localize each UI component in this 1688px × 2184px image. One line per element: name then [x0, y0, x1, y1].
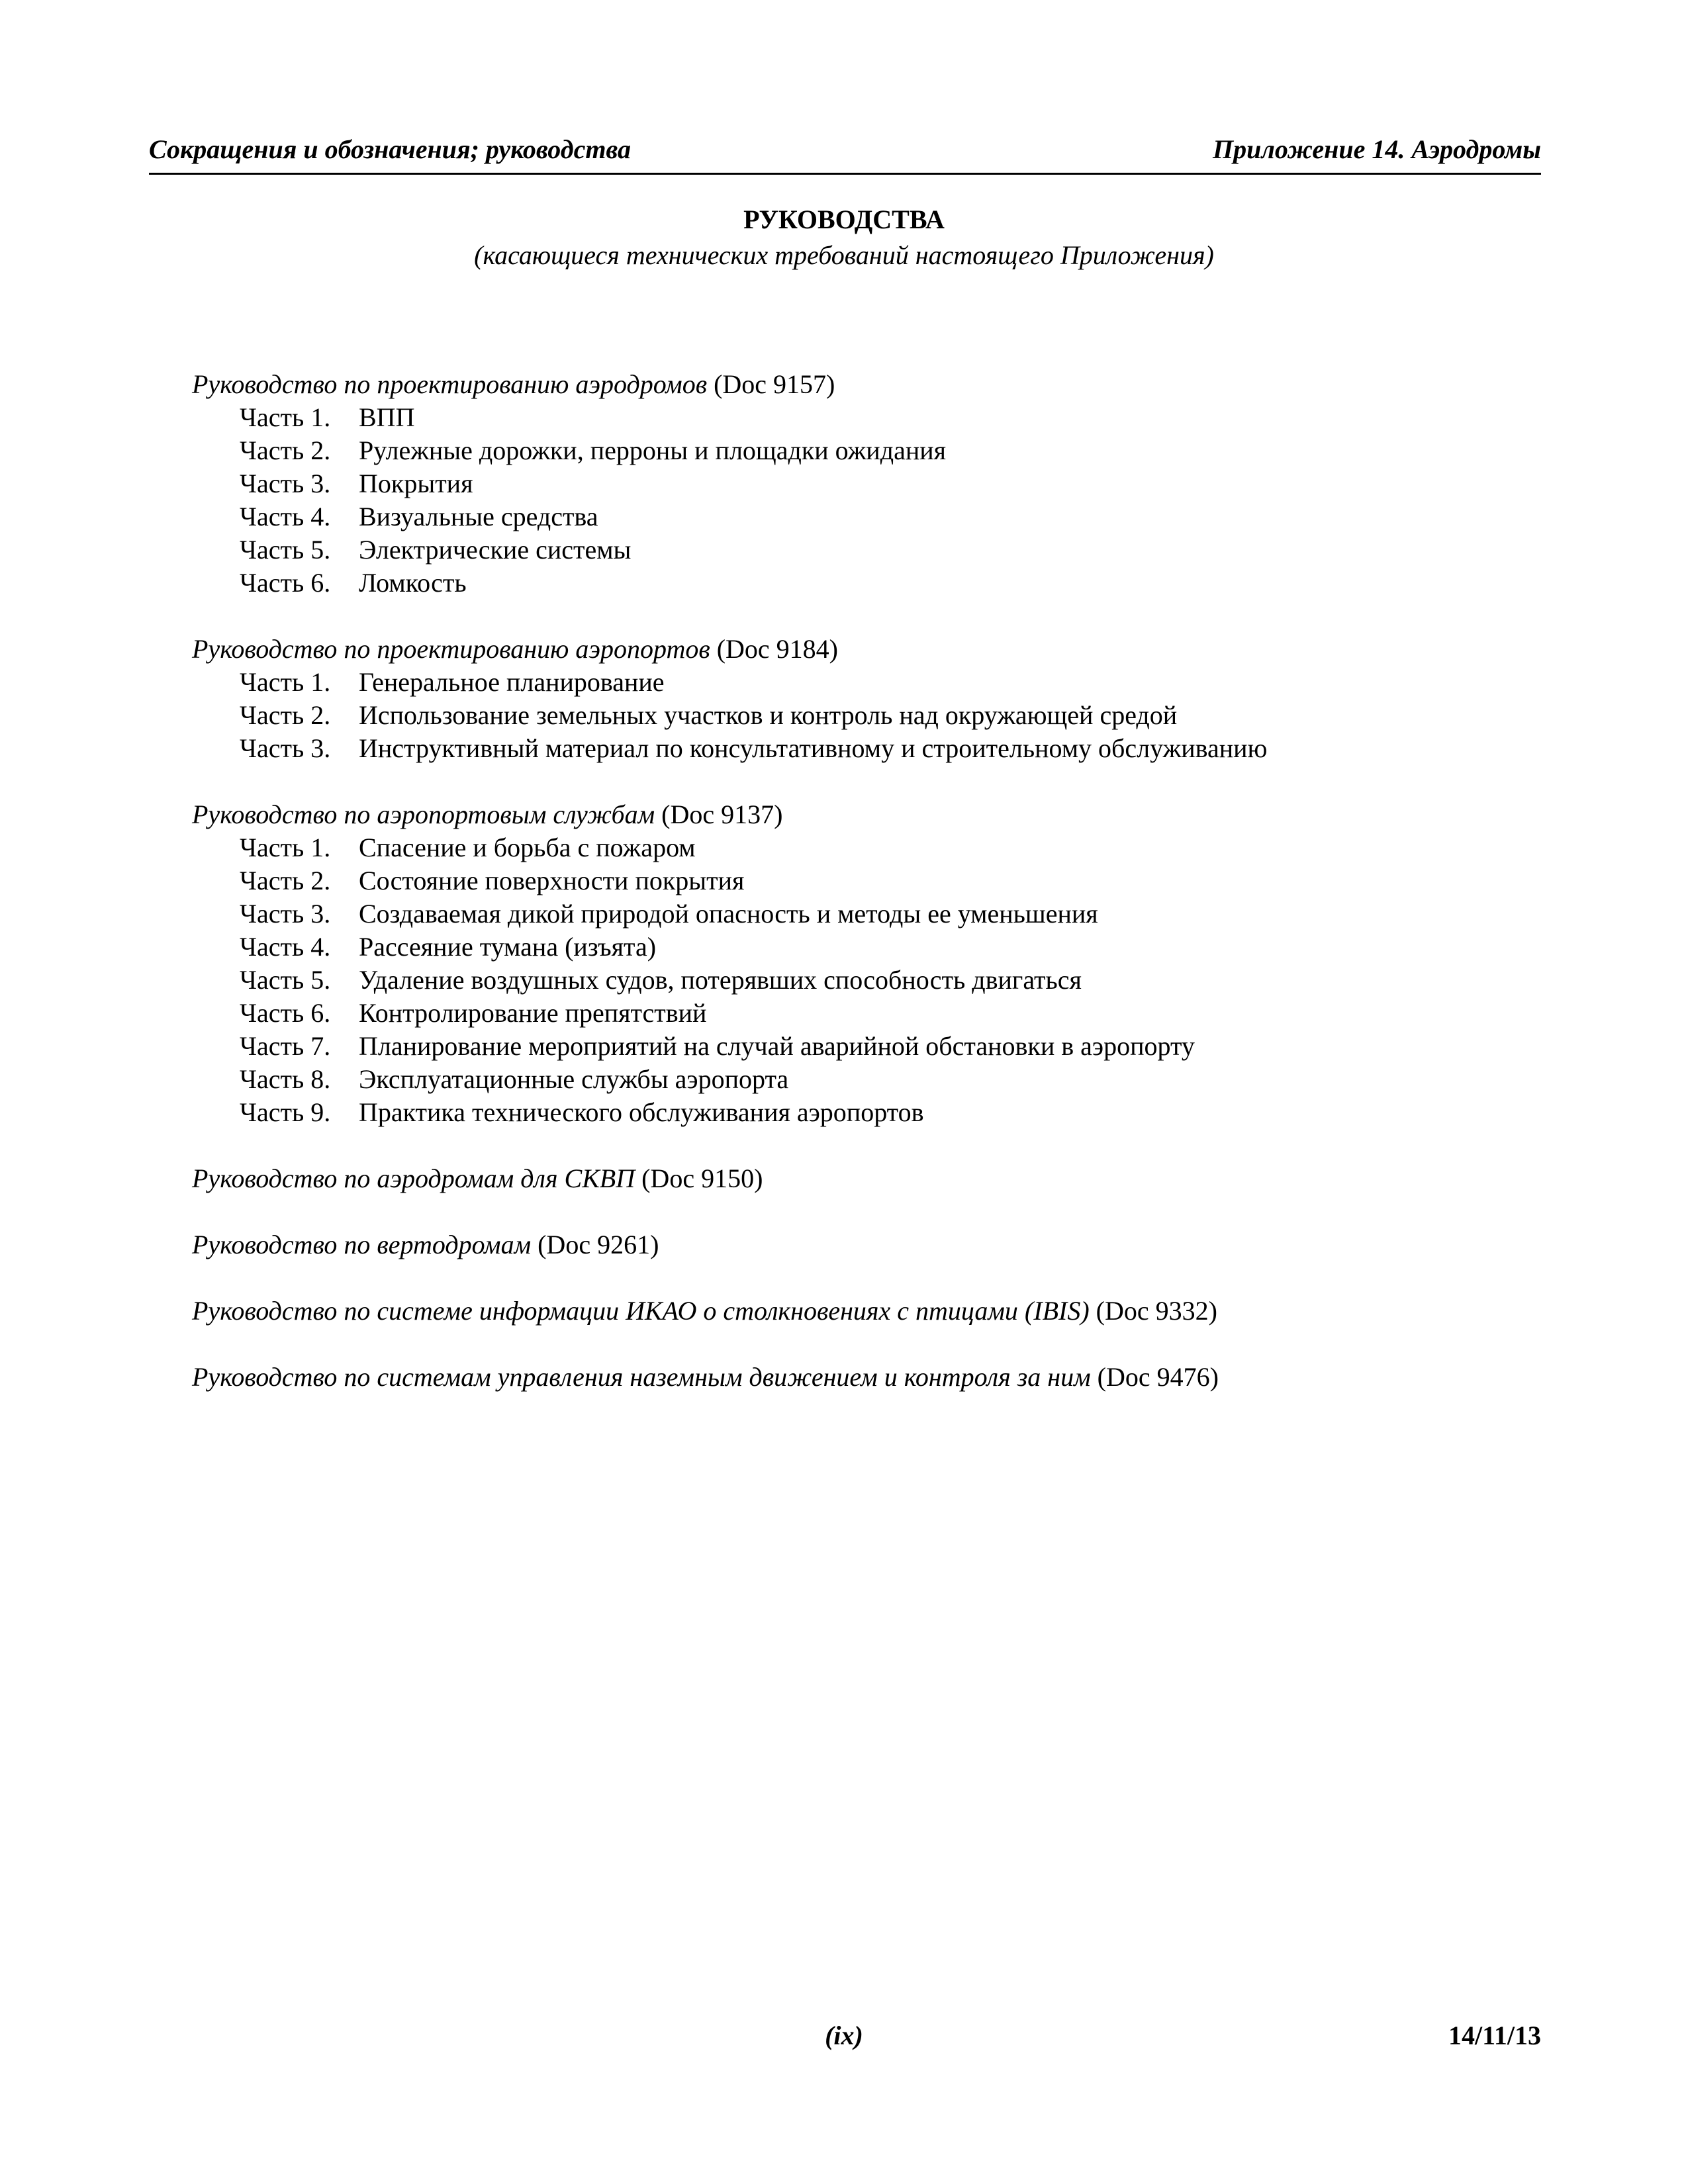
part-number: Часть 7. — [240, 1031, 331, 1061]
manual-entry — [192, 1361, 1516, 1394]
part-number: Часть 1. — [240, 667, 331, 697]
part-title: ВПП — [359, 402, 415, 432]
manual-doc-number: (Doc 9332) — [1096, 1296, 1217, 1326]
part-title: Электрические системы — [359, 535, 632, 565]
part-title: Генеральное планирование — [359, 667, 665, 697]
part-number: Часть 1. — [240, 402, 331, 432]
manual-heading — [192, 633, 1516, 666]
part-number: Часть 1. — [240, 833, 331, 862]
part-title: Удаление воздушных судов, потерявших способность двигаться — [359, 965, 1082, 995]
part-title: Практика технического обслуживания аэропортов — [359, 1097, 924, 1127]
manual-heading — [192, 798, 1516, 831]
manual-part — [192, 1096, 1516, 1129]
part-title: Инструктивный материал по консультативному и строительному обслуживанию — [359, 733, 1268, 763]
part-number: Часть 2. — [240, 435, 331, 465]
part-title: Создаваемая дикой природой опасность и методы ее уменьшения — [359, 899, 1098, 929]
manual-doc-number: (Doc 9157) — [714, 369, 835, 399]
part-number: Часть 9. — [240, 1097, 331, 1127]
part-title: Использование земельных участков и контроль над окружающей средой — [359, 700, 1178, 730]
manual-title: Руководство по аэродромам для СКВП — [192, 1163, 635, 1193]
manual-title: Руководство по системам управления наземным движением и контроля за ним — [192, 1362, 1091, 1392]
manual-doc-number: (Doc 9476) — [1097, 1362, 1219, 1392]
manual-part — [192, 997, 1516, 1030]
part-title: Визуальные средства — [359, 502, 598, 531]
manuals-list — [192, 368, 1516, 1427]
manual-heading — [192, 1162, 1516, 1195]
part-title: Эксплуатационные службы аэропорта — [359, 1064, 789, 1094]
manual-heading — [192, 1228, 1516, 1261]
manual-part — [192, 864, 1516, 897]
part-number: Часть 4. — [240, 502, 331, 531]
manual-part — [192, 699, 1516, 732]
part-number: Часть 3. — [240, 469, 331, 498]
manual-part — [192, 732, 1516, 765]
part-number: Часть 6. — [240, 998, 331, 1028]
part-number: Часть 4. — [240, 932, 331, 962]
page-title: РУКОВОДСТВА — [743, 205, 945, 234]
manual-part — [192, 931, 1516, 964]
header-left: Сокращения и обозначения; руководства — [149, 134, 632, 164]
manual-title: Руководство по вертодромам — [192, 1230, 532, 1259]
part-number: Часть 8. — [240, 1064, 331, 1094]
manual-doc-number: (Doc 9137) — [661, 799, 783, 829]
part-number: Часть 3. — [240, 733, 331, 763]
manual-part — [192, 467, 1516, 500]
part-number: Часть 6. — [240, 568, 331, 598]
part-number: Часть 2. — [240, 866, 331, 895]
manual-part — [192, 897, 1516, 931]
manual-heading — [192, 1295, 1516, 1328]
manual-part — [192, 666, 1516, 699]
manual-part — [192, 1030, 1516, 1063]
manual-part — [192, 1063, 1516, 1096]
manual-entry — [192, 1295, 1516, 1328]
manual-part — [192, 831, 1516, 864]
manual-doc-number: (Doc 9184) — [716, 634, 838, 664]
page-subtitle: (касающиеся технических требований настоящего Приложения) — [474, 240, 1214, 270]
part-title: Спасение и борьба с пожаром — [359, 833, 696, 862]
part-title: Состояние поверхности покрытия — [359, 866, 745, 895]
manual-heading — [192, 368, 1516, 401]
part-title: Рулежные дорожки, перроны и площадки ожидания — [359, 435, 947, 465]
part-title: Планирование мероприятий на случай аварийной обстановки в аэропорту — [359, 1031, 1195, 1061]
manual-part — [192, 567, 1516, 600]
header-right: Приложение 14. Аэродромы — [1212, 134, 1541, 164]
manual-doc-number: (Doc 9261) — [538, 1230, 659, 1259]
manual-entry — [192, 798, 1516, 1129]
part-title: Покрытия — [359, 469, 473, 498]
part-number: Часть 5. — [240, 965, 331, 995]
manual-doc-number: (Doc 9150) — [641, 1163, 763, 1193]
manual-title: Руководство по системе информации ИКАО о столкновениях с птицами (IBIS) — [192, 1296, 1090, 1326]
manual-title: Руководство по проектированию аэропортов — [192, 634, 710, 664]
part-title: Ломкость — [359, 568, 467, 598]
part-number: Часть 2. — [240, 700, 331, 730]
manual-part — [192, 964, 1516, 997]
manual-entry — [192, 633, 1516, 765]
manual-part — [192, 401, 1516, 434]
part-title: Рассеяние тумана (изъята) — [359, 932, 657, 962]
manual-part — [192, 434, 1516, 467]
amendment-date: 14/11/13 — [1448, 2021, 1541, 2050]
manual-entry — [192, 368, 1516, 600]
manual-title: Руководство по аэропортовым службам — [192, 799, 655, 829]
page-header — [149, 134, 1541, 175]
manual-entry — [192, 1162, 1516, 1195]
manual-part — [192, 500, 1516, 533]
manual-heading — [192, 1361, 1516, 1394]
manual-part — [192, 533, 1516, 567]
part-title: Контролирование препятствий — [359, 998, 707, 1028]
manual-title: Руководство по проектированию аэродромов — [192, 369, 708, 399]
part-number: Часть 3. — [240, 899, 331, 929]
page-number: (ix) — [825, 2021, 863, 2050]
manual-entry — [192, 1228, 1516, 1261]
part-number: Часть 5. — [240, 535, 331, 565]
